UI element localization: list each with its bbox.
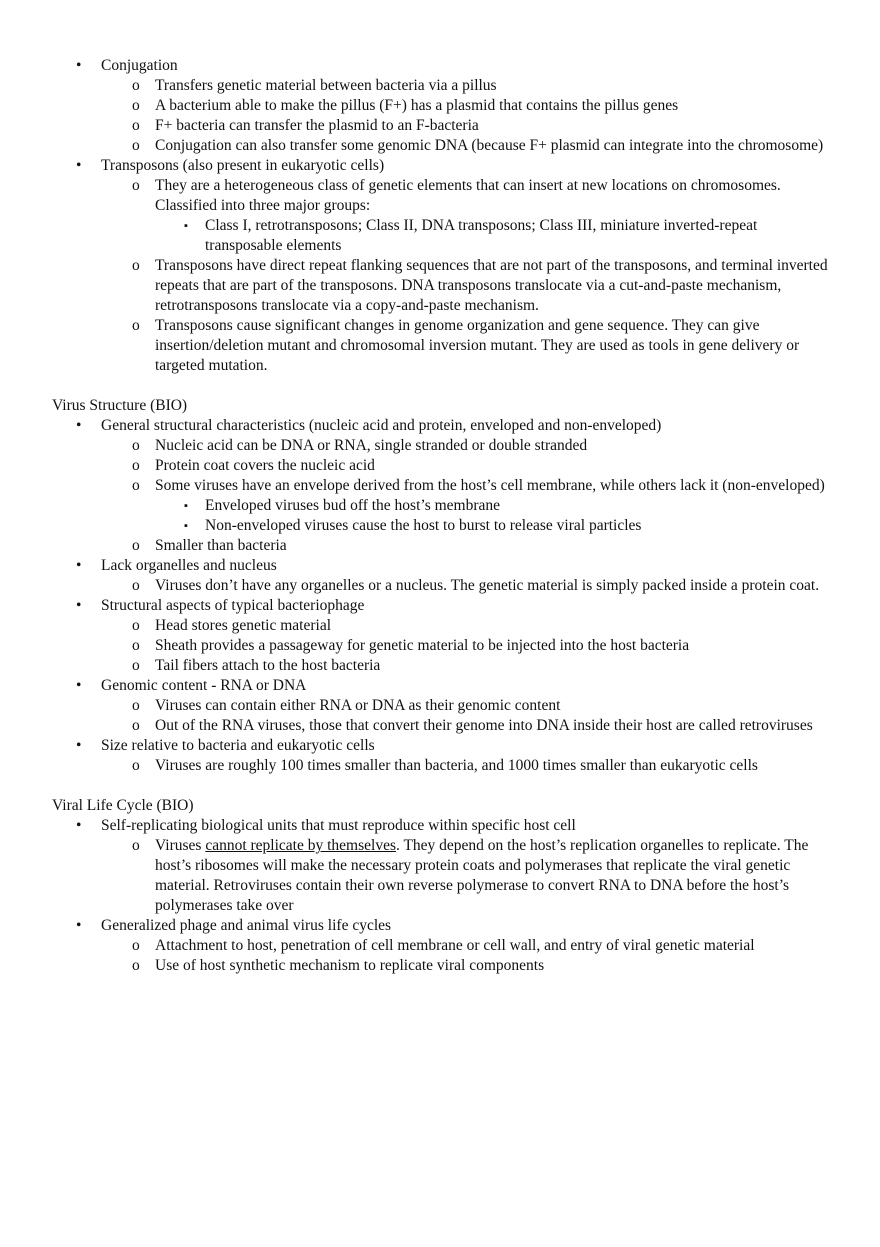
sub-bullet-marker: o: [132, 437, 140, 454]
sub-bullet-text: Head stores genetic material: [155, 617, 332, 634]
sub-bullet-text: Nucleic acid can be DNA or RNA, single stranded or double stranded: [155, 437, 588, 454]
sub-bullet-marker: o: [132, 617, 140, 634]
bullet-marker: •: [76, 157, 82, 174]
bullet-text: Transposons (also present in eukaryotic cells): [101, 157, 385, 174]
sub-bullet-text: [155, 837, 808, 914]
bullet-text: Generalized phage and animal virus life cycles: [101, 917, 392, 934]
sub-bullet-text: Tail fibers attach to the host bacteria: [155, 657, 381, 674]
sub-bullet-marker: o: [132, 477, 140, 494]
bullet-marker: •: [76, 817, 82, 834]
bullet-lack-organelles: [0, 556, 880, 576]
bullet-text: Conjugation: [101, 57, 178, 74]
sub-bullet: [0, 176, 880, 216]
sub-bullet-text: Transposons cause significant changes in genome organization and gene sequence. They can give insertion/deletion mutant and chromosomal inversion mutant. They are used as tools in gene delivery or targeted mutation.: [155, 317, 800, 374]
bullet-marker: •: [76, 677, 82, 694]
sub-bullet-text: Protein coat covers the nucleic acid: [155, 457, 375, 474]
section-gap: [0, 376, 880, 396]
sub-bullet: [0, 936, 880, 956]
sub-bullet-marker: o: [132, 837, 140, 854]
sub-bullet-text: A bacterium able to make the pillus (F+) has a plasmid that contains the pillus genes: [155, 97, 679, 114]
sub-sub-bullet-text: Enveloped viruses bud off the host’s membrane: [205, 497, 501, 514]
sub-bullet: [0, 616, 880, 636]
sub-bullet-text: Viruses can contain either RNA or DNA as their genomic content: [155, 697, 561, 714]
sub-sub-bullet-text: Class I, retrotransposons; Class II, DNA transposons; Class III, miniature inverted-repeat transposable elements: [205, 217, 758, 254]
text-prefix: Viruses: [155, 837, 206, 854]
sub-bullet: [0, 956, 880, 976]
sub-sub-bullet-marker: ▪: [184, 500, 188, 512]
bullet-bacteriophage: [0, 596, 880, 616]
bullet-text: Size relative to bacteria and eukaryotic cells: [101, 737, 375, 754]
sub-bullet: [0, 476, 880, 496]
sub-bullet-marker: o: [132, 117, 140, 134]
bullet-genomic-content: [0, 676, 880, 696]
sub-bullet-text: Viruses don’t have any organelles or a nucleus. The genetic material is simply packed inside a protein coat.: [155, 577, 820, 594]
sub-bullet: [0, 136, 880, 156]
sub-sub-bullet: [0, 516, 880, 536]
notes-page: [0, 56, 880, 976]
bullet-self-replicating: [0, 816, 880, 836]
sub-bullet: [0, 116, 880, 136]
sub-bullet-marker: o: [132, 757, 140, 774]
sub-bullet: [0, 436, 880, 456]
section-gap: [0, 776, 880, 796]
sub-bullet: [0, 256, 880, 316]
sub-sub-bullet: [0, 216, 880, 256]
sub-bullet: [0, 636, 880, 656]
bullet-marker: •: [76, 417, 82, 434]
bullet-marker: •: [76, 737, 82, 754]
sub-bullet-text: Transposons have direct repeat flanking sequences that are not part of the transposons, and terminal inverted repeats that are part of the transposons. DNA transposons translocate via a cut-and-paste mechanism, retrotransposons translocate via a copy-and-paste mechanism.: [155, 257, 828, 314]
underlined-phrase: cannot replicate by themselves: [205, 837, 396, 854]
sub-bullet-marker: o: [132, 257, 140, 274]
sub-bullet-marker: o: [132, 317, 140, 334]
sub-bullet-text: Transfers genetic material between bacteria via a pillus: [155, 77, 497, 94]
sub-bullet-marker: o: [132, 657, 140, 674]
sub-bullet: [0, 656, 880, 676]
sub-bullet: [0, 576, 880, 596]
sub-bullet-text: Viruses are roughly 100 times smaller than bacteria, and 1000 times smaller than eukaryotic cells: [155, 757, 758, 774]
bullet-marker: •: [76, 597, 82, 614]
sub-bullet: [0, 456, 880, 476]
sub-bullet-marker: o: [132, 97, 140, 114]
sub-bullet: [0, 536, 880, 556]
sub-sub-bullet-text: Non-enveloped viruses cause the host to burst to release viral particles: [205, 517, 642, 534]
text-rest: . They depend on the host’s replication organelles to replicate. The host’s ribosomes will make the necessary protein coats and polymerases that replicate the viral genetic material. Retroviruses contain their own reverse polymerase to convert RNA to DNA before the host’s polymerases take over: [155, 837, 809, 914]
sub-bullet-marker: o: [132, 717, 140, 734]
sub-bullet-text: Out of the RNA viruses, those that convert their genome into DNA inside their host are called retroviruses: [155, 717, 813, 734]
sub-bullet-marker: o: [132, 137, 140, 154]
sub-bullet-marker: o: [132, 457, 140, 474]
bullet-marker: •: [76, 917, 82, 934]
sub-bullet-text: Smaller than bacteria: [155, 537, 287, 554]
sub-bullet-text: F+ bacteria can transfer the plasmid to an F-bacteria: [155, 117, 479, 134]
section-heading-viral-life-cycle: Viral Life Cycle (BIO): [52, 797, 194, 814]
sub-bullet: [0, 716, 880, 736]
bullet-marker: •: [76, 57, 82, 74]
sub-bullet-marker: o: [132, 637, 140, 654]
sub-bullet-marker: o: [132, 537, 140, 554]
sub-bullet: [0, 756, 880, 776]
sub-bullet-text: Attachment to host, penetration of cell membrane or cell wall, and entry of viral genetic material: [155, 937, 755, 954]
sub-bullet-text: Use of host synthetic mechanism to replicate viral components: [155, 957, 545, 974]
bullet-text: Self-replicating biological units that must reproduce within specific host cell: [101, 817, 576, 834]
bullet-text: Structural aspects of typical bacteriophage: [101, 597, 365, 614]
bullet-marker: •: [76, 557, 82, 574]
sub-sub-bullet-marker: ▪: [184, 220, 188, 232]
sub-bullet: [0, 96, 880, 116]
sub-bullet-marker: o: [132, 697, 140, 714]
bullet-text: Lack organelles and nucleus: [101, 557, 277, 574]
bullet-size-relative: [0, 736, 880, 756]
sub-bullet: [0, 836, 880, 916]
sub-sub-bullet-marker: ▪: [184, 520, 188, 532]
sub-bullet-marker: o: [132, 937, 140, 954]
sub-sub-bullet: [0, 496, 880, 516]
sub-bullet-text: Some viruses have an envelope derived from the host’s cell membrane, while others lack it (non-enveloped): [155, 477, 825, 494]
sub-bullet-text: Conjugation can also transfer some genomic DNA (because F+ plasmid can integrate into the chromosome): [155, 137, 824, 154]
sub-bullet-text: They are a heterogeneous class of genetic elements that can insert at new locations on chromosomes. Classified into three major groups:: [155, 177, 781, 214]
sub-bullet-marker: o: [132, 177, 140, 194]
sub-bullet-marker: o: [132, 77, 140, 94]
sub-bullet: [0, 696, 880, 716]
bullet-text: Genomic content - RNA or DNA: [101, 677, 307, 694]
sub-bullet-text: Sheath provides a passageway for genetic material to be injected into the host bacteria: [155, 637, 690, 654]
sub-bullet-marker: o: [132, 957, 140, 974]
bullet-transposons: [0, 156, 880, 176]
bullet-life-cycles: [0, 916, 880, 936]
bullet-text: General structural characteristics (nucleic acid and protein, enveloped and non-enveloped): [101, 417, 662, 434]
bullet-general-characteristics: [0, 416, 880, 436]
sub-bullet-marker: o: [132, 577, 140, 594]
bullet-conjugation: [0, 56, 880, 76]
sub-bullet: [0, 316, 880, 376]
sub-bullet: [0, 76, 880, 96]
section-heading-virus-structure: Virus Structure (BIO): [52, 397, 188, 414]
